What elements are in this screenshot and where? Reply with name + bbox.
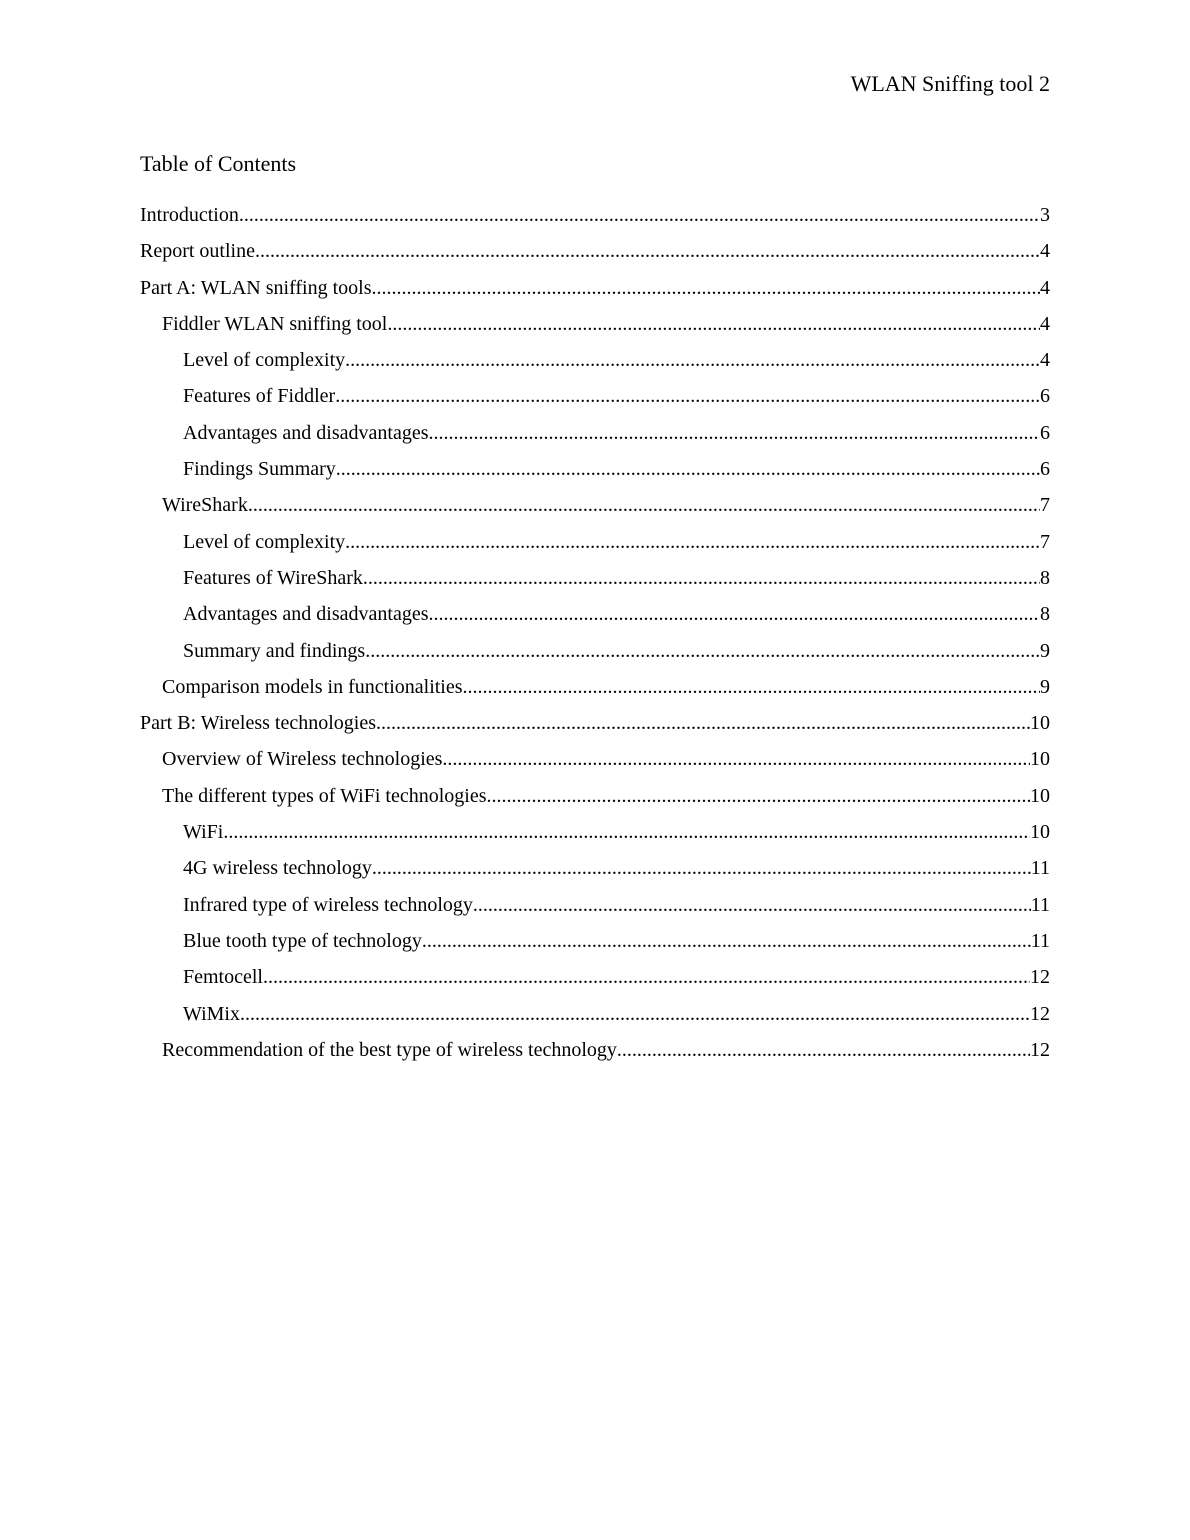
toc-entry-page-number: 4 (1040, 312, 1050, 335)
toc-entry-page-number: 4 (1040, 276, 1050, 299)
toc-entry[interactable] (140, 890, 1050, 926)
toc-dot-leader (345, 527, 1040, 557)
toc-entry-page-number: 11 (1030, 893, 1050, 916)
toc-dot-leader (240, 999, 1030, 1029)
toc-entry-label: WiFi (183, 821, 224, 844)
toc-entry-page-number: 3 (1040, 204, 1050, 226)
toc-entry-label: Infrared type of wireless technology (183, 893, 473, 916)
toc-entry-page-number: 6 (1040, 458, 1050, 481)
toc-dot-leader (239, 200, 1040, 230)
toc-dot-leader (387, 309, 1040, 339)
toc-entry-page-number: 8 (1040, 566, 1050, 589)
toc-entry[interactable] (140, 1035, 1050, 1071)
toc-list (140, 200, 1050, 1071)
toc-dot-leader (617, 1035, 1030, 1065)
toc-entry-label: Report outline (140, 240, 255, 263)
toc-entry[interactable] (140, 853, 1050, 889)
toc-dot-leader (372, 853, 1031, 883)
toc-entry-label: Blue tooth type of technology (183, 929, 422, 952)
toc-entry-page-number: 10 (1030, 784, 1050, 807)
toc-entry-page-number: 4 (1040, 349, 1050, 372)
toc-entry[interactable] (140, 418, 1050, 454)
toc-entry[interactable] (140, 636, 1050, 672)
toc-entry-label: Features of Fiddler (183, 385, 336, 408)
toc-entry-page-number: 11 (1030, 857, 1050, 880)
toc-entry-label: Features of WireShark (183, 566, 363, 589)
toc-dot-leader (463, 672, 1040, 702)
toc-entry-page-number: 7 (1040, 494, 1050, 517)
toc-entry[interactable] (140, 563, 1050, 599)
toc-dot-leader (473, 890, 1031, 920)
toc-dot-leader (376, 708, 1030, 738)
toc-dot-leader (255, 236, 1040, 266)
toc-entry-label: Femtocell (183, 966, 263, 989)
toc-entry[interactable] (140, 708, 1050, 744)
toc-entry[interactable] (140, 200, 1050, 236)
toc-entry-label: Level of complexity (183, 530, 346, 553)
toc-entry-page-number: 10 (1030, 712, 1050, 735)
toc-dot-leader (422, 926, 1031, 956)
toc-entry-label: Level of complexity (183, 349, 346, 372)
toc-entry-page-number: 12 (1030, 1038, 1050, 1061)
toc-entry-page-number: 9 (1040, 639, 1050, 662)
toc-dot-leader (442, 744, 1030, 774)
toc-entry-label: Fiddler WLAN sniffing tool (162, 312, 388, 335)
toc-dot-leader (263, 962, 1030, 992)
toc-title: Table of Contents (140, 151, 297, 176)
toc-entry-label: Part B: Wireless technologies (140, 712, 377, 735)
toc-entry[interactable] (140, 744, 1050, 780)
toc-dot-leader (223, 817, 1030, 847)
toc-entry[interactable] (140, 236, 1050, 272)
toc-dot-leader (487, 781, 1031, 811)
toc-dot-leader (365, 636, 1040, 666)
toc-dot-leader (428, 418, 1040, 448)
toc-entry-page-number: 8 (1040, 603, 1050, 626)
toc-entry[interactable] (140, 345, 1050, 381)
toc-entry[interactable] (140, 599, 1050, 635)
running-header: WLAN Sniffing tool 2 (850, 71, 1050, 96)
toc-dot-leader (248, 490, 1040, 520)
toc-dot-leader (335, 381, 1040, 411)
toc-entry-label: Advantages and disadvantages (183, 421, 429, 444)
toc-entry[interactable] (140, 672, 1050, 708)
toc-entry[interactable] (140, 490, 1050, 526)
toc-entry[interactable] (140, 781, 1050, 817)
toc-entry-page-number: 10 (1030, 748, 1050, 771)
toc-entry-page-number: 6 (1040, 421, 1050, 444)
toc-entry-page-number: 12 (1030, 966, 1050, 989)
toc-entry-label: WiMix (183, 1002, 240, 1025)
toc-entry-page-number: 4 (1040, 240, 1050, 263)
toc-entry-page-number: 6 (1040, 385, 1050, 408)
toc-entry-label: Comparison models in functionalities (162, 675, 463, 698)
toc-entry-page-number: 9 (1040, 675, 1050, 698)
toc-entry-label: WireShark (162, 494, 248, 517)
toc-entry[interactable] (140, 273, 1050, 309)
toc-dot-leader (428, 599, 1040, 629)
toc-entry-label: Overview of Wireless technologies (162, 748, 443, 771)
toc-entry[interactable] (140, 381, 1050, 417)
toc-dot-leader (345, 345, 1040, 375)
toc-entry-label: Advantages and disadvantages (183, 603, 429, 626)
toc-entry[interactable] (140, 962, 1050, 998)
toc-dot-leader (336, 454, 1040, 484)
toc-entry[interactable] (140, 527, 1050, 563)
toc-entry[interactable] (140, 999, 1050, 1035)
toc-dot-leader (371, 273, 1040, 303)
toc-entry-label: Part A: WLAN sniffing tools (140, 276, 372, 299)
toc-entry-page-number: 12 (1030, 1002, 1050, 1025)
toc-entry[interactable] (140, 926, 1050, 962)
toc-dot-leader (363, 563, 1040, 593)
toc-entry[interactable] (140, 817, 1050, 853)
toc-entry[interactable] (140, 309, 1050, 345)
toc-entry-page-number: 7 (1040, 530, 1050, 553)
toc-entry-label: The different types of WiFi technologies (162, 784, 487, 807)
toc-entry-label: Introduction (140, 204, 239, 226)
toc-entry-label: Recommendation of the best type of wireless technology (162, 1038, 617, 1061)
toc-entry-label: Findings Summary (183, 458, 336, 481)
toc-entry[interactable] (140, 454, 1050, 490)
toc-entry-label: Summary and findings (183, 639, 366, 662)
toc-entry-label: 4G wireless technology (183, 857, 372, 880)
toc-entry-page-number: 11 (1030, 929, 1050, 952)
toc-entry-page-number: 10 (1030, 821, 1050, 844)
